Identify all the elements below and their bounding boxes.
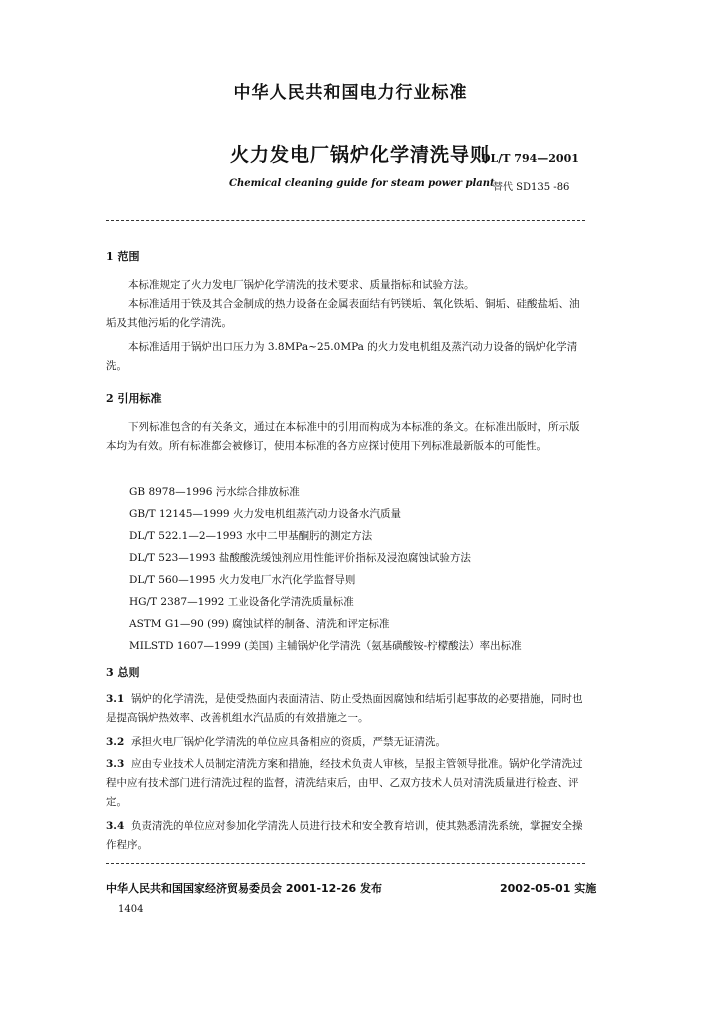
- clause-3-2: [106, 733, 585, 752]
- document-title: 火力发电厂锅炉化学清洗导则: [230, 144, 491, 166]
- footer-divider: [106, 863, 585, 864]
- clause-text: 锅炉的化学清洗，是使受热面内表面清洁、防止受热面因腐蚀和结垢引起事故的必要措施，同时也是提高锅炉热效率、改善机组水汽品质的有效措施之一。: [106, 693, 583, 724]
- reference-item: DL/T 560—1995 火力发电厂水汽化学监督导则: [129, 574, 356, 586]
- reference-item: GB/T 12145—1999 火力发电机组蒸汽动力设备水汽质量: [129, 508, 401, 520]
- standard-category-header: 中华人民共和国电力行业标准: [233, 83, 468, 103]
- reference-item: ASTM G1—90 (99) 腐蚀试样的制备、清洗和评定标准: [129, 618, 390, 630]
- clause-text: 应由专业技术人员制定清洗方案和措施，经技术负责人审核，呈报主管领导批准。锅炉化学清洗过程中应有技术部门进行清洗过程的监督，清洗结束后，由甲、乙双方技术人员对清洗质量进行检查、评定。: [106, 758, 583, 808]
- reference-item: DL/T 523—1993 盐酸酸洗缓蚀剂应用性能评价指标及浸泡腐蚀试验方法: [129, 552, 471, 564]
- clause-text: 负责清洗的单位应对参加化学清洗人员进行技术和安全教育培训，使其熟悉清洗系统，掌握安全操作程序。: [106, 820, 583, 851]
- clause-text: 承担火电厂锅炉化学清洗的单位应具备相应的资质，严禁无证清洗。: [130, 736, 446, 748]
- reference-item: MILSTD 1607—1999 (美国) 主辅锅炉化学清洗（氨基磺酸铵-柠檬酸法）率出标准: [129, 640, 522, 652]
- issuing-authority: 中华人民共和国国家经济贸易委员会 2001-12-26 发布: [106, 882, 383, 895]
- reference-item: GB 8978—1996 污水综合排放标准: [129, 486, 300, 498]
- standard-code: DL/T 794—2001: [481, 152, 579, 165]
- section-1-heading: 1 范围: [106, 250, 140, 263]
- reference-item: DL/T 522.1—2—1993 水中二甲基酮肟的测定方法: [129, 530, 373, 542]
- section-2-intro: 下列标准包含的有关条文，通过在本标准中的引用而构成为本标准的条文。在标准出版时，所示版本均为有效。所有标准都会被修订，使用本标准的各方应探讨使用下列标准最新版本的可能性。: [106, 421, 580, 452]
- clause-3-4: [106, 817, 585, 855]
- english-title: Chemical cleaning guide for steam power plant: [229, 178, 495, 189]
- section-1-paragraph-2: 本标准适用于铁及其合金制成的热力设备在金属表面结有钙镁垢、氧化铁垢、铜垢、硅酸盐垢、油垢及其他污垢的化学清洗。: [106, 298, 580, 329]
- replaces-standard: 替代 SD135 -86: [493, 182, 570, 193]
- clause-3-1: [106, 690, 585, 728]
- clause-number: 3.2: [106, 736, 125, 748]
- clause-number: 3.3: [106, 758, 125, 770]
- header-divider: [106, 220, 585, 221]
- clause-number: 3.4: [106, 820, 125, 832]
- section-1-paragraph-3: 本标准适用于锅炉出口压力为 3.8MPa~25.0MPa 的火力发电机组及蒸汽动力设备的锅炉化学清洗。: [106, 341, 578, 372]
- reference-item: HG/T 2387—1992 工业设备化学清洗质量标准: [129, 596, 354, 608]
- page-number: 1404: [118, 904, 144, 915]
- clause-number: 3.1: [106, 693, 125, 705]
- section-1-paragraph-1: 本标准规定了火力发电厂锅炉化学清洗的技术要求、质量指标和试验方法。: [128, 279, 475, 291]
- section-2-heading: 2 引用标准: [106, 392, 162, 405]
- clause-3-3: [106, 755, 585, 812]
- effective-date: 2002-05-01 实施: [500, 882, 597, 895]
- section-3-heading: 3 总则: [106, 666, 140, 679]
